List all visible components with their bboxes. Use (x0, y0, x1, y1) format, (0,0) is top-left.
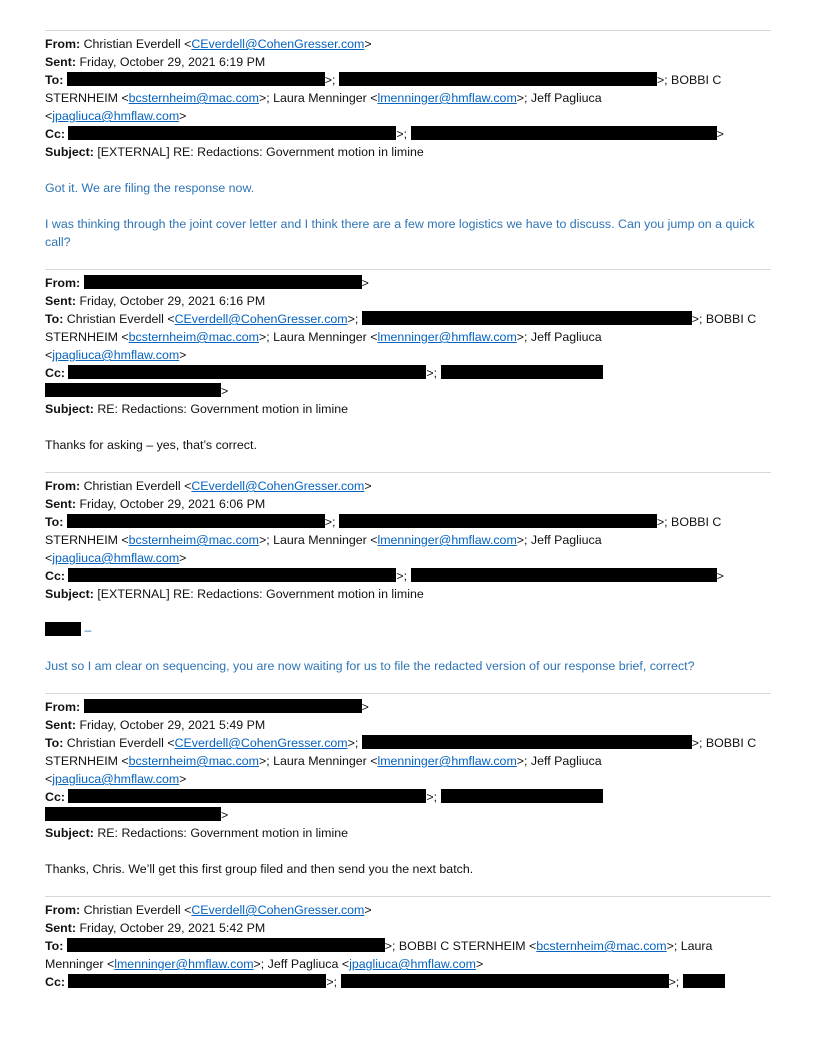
recipient-email-link[interactable]: CEverdell@CohenGresser.com (174, 312, 348, 326)
sent-date: Friday, October 29, 2021 5:49 PM (79, 718, 266, 732)
separator-text: >; BOBBI C (656, 515, 722, 529)
bracket: > (221, 808, 229, 822)
bracket: < (45, 772, 53, 786)
sent-line (45, 292, 771, 310)
cc-label: Cc: (45, 790, 65, 804)
cc-line (45, 567, 771, 585)
separator-text: >; (396, 127, 408, 141)
body-paragraph: Thanks, Chris. We’ll get this first group filed and then send you the next batch. (45, 862, 474, 876)
recipient-email-link[interactable]: bcsternheim@mac.com (128, 754, 259, 768)
to-line (45, 937, 771, 955)
from-label: From: (45, 276, 81, 290)
sent-line (45, 919, 771, 937)
recipient-name: >; Jeff Pagliuca (516, 330, 602, 344)
separator-text: >; BOBBI C (691, 312, 757, 326)
sent-date: Friday, October 29, 2021 6:19 PM (79, 55, 266, 69)
to-line-continued (45, 89, 771, 107)
subject-text: [EXTERNAL] RE: Redactions: Government motion in limine (97, 145, 424, 159)
sent-label: Sent: (45, 294, 76, 308)
recipient-name: >; Laura (666, 939, 713, 953)
redaction-box (67, 938, 385, 952)
recipient-name: >; Laura Menninger < (258, 330, 378, 344)
separator-line (45, 269, 771, 270)
sender-email-link[interactable]: CEverdell@CohenGresser.com (191, 903, 365, 917)
email-body (45, 179, 771, 251)
cc-line (45, 973, 771, 991)
bracket: < (45, 551, 53, 565)
to-line-continued (45, 346, 771, 364)
recipient-name: >; Jeff Pagliuca (516, 91, 602, 105)
redaction-box (683, 974, 725, 988)
redaction-box (68, 974, 326, 988)
recipient-email-link[interactable]: lmenninger@hmflaw.com (377, 533, 517, 547)
from-label: From: (45, 479, 81, 493)
from-line (45, 698, 771, 716)
body-paragraph: Got it. We are filing the response now. (45, 181, 255, 195)
to-line-continued (45, 770, 771, 788)
subject-label: Subject: (45, 145, 94, 159)
recipient-name: STERNHEIM < (45, 754, 129, 768)
to-line (45, 71, 771, 89)
cc-label: Cc: (45, 569, 65, 583)
subject-text: RE: Redactions: Government motion in limine (97, 826, 349, 840)
cc-label: Cc: (45, 127, 65, 141)
recipient-name: >; Laura Menninger < (258, 91, 378, 105)
email-header (45, 698, 771, 842)
from-label: From: (45, 37, 81, 51)
recipient-email-link[interactable]: jpagliuca@hmflaw.com (52, 109, 180, 123)
separator-text: >; BOBBI C (656, 73, 722, 87)
body-paragraph: Just so I am clear on sequencing, you are now waiting for us to file the redacted version of our response brief, correct? (45, 659, 695, 673)
sender-name: Christian Everdell < (83, 479, 192, 493)
to-line-continued (45, 107, 771, 125)
redaction-box (45, 622, 81, 636)
from-line (45, 274, 771, 292)
to-label: To: (45, 515, 64, 529)
subject-line (45, 585, 771, 603)
recipient-name: Christian Everdell < (66, 312, 175, 326)
separator-line (45, 693, 771, 694)
recipient-email-link[interactable]: jpagliuca@hmflaw.com (52, 348, 180, 362)
body-paragraph: I was thinking through the joint cover letter and I think there are a few more logistics we have to discuss. Can you jump on a quick call? (45, 217, 755, 249)
redaction-box (411, 568, 717, 582)
separator-line (45, 30, 771, 31)
subject-text: [EXTERNAL] RE: Redactions: Government motion in limine (97, 587, 424, 601)
subject-label: Subject: (45, 402, 94, 416)
to-line-continued (45, 328, 771, 346)
subject-line (45, 143, 771, 161)
redaction-box (341, 974, 669, 988)
redaction-box (68, 789, 426, 803)
bracket: > (179, 348, 187, 362)
recipient-email-link[interactable]: bcsternheim@mac.com (128, 91, 259, 105)
separator-text: >; (668, 975, 680, 989)
from-line (45, 901, 771, 919)
recipient-email-link[interactable]: jpagliuca@hmflaw.com (52, 772, 180, 786)
separator-text: >; (324, 515, 336, 529)
separator-text: >; (426, 790, 438, 804)
to-line-continued (45, 752, 771, 770)
bracket: > (361, 700, 369, 714)
sent-date: Friday, October 29, 2021 6:16 PM (79, 294, 266, 308)
sender-name: Christian Everdell < (83, 903, 192, 917)
redaction-box (339, 72, 657, 86)
sender-email-link[interactable]: CEverdell@CohenGresser.com (191, 37, 365, 51)
recipient-name: Christian Everdell < (66, 736, 175, 750)
recipient-name: >; Jeff Pagliuca (516, 754, 602, 768)
to-label: To: (45, 73, 64, 87)
redaction-box (67, 514, 325, 528)
cc-line (45, 364, 771, 382)
recipient-email-link[interactable]: jpagliuca@hmflaw.com (349, 957, 476, 971)
redaction-box (84, 275, 362, 289)
body-paragraph: Thanks for asking – yes, that’s correct. (45, 438, 257, 452)
redaction-box (45, 807, 221, 821)
sent-label: Sent: (45, 718, 76, 732)
greeting-line (45, 621, 771, 639)
redaction-box (68, 365, 426, 379)
sender-name: Christian Everdell < (83, 37, 192, 51)
bracket: > (475, 957, 484, 971)
recipient-email-link[interactable]: lmenninger@hmflaw.com (377, 91, 517, 105)
bracket: > (364, 37, 372, 51)
recipient-name: >; Laura Menninger < (258, 754, 378, 768)
sent-line (45, 53, 771, 71)
email-body (45, 860, 771, 878)
bracket: > (361, 276, 369, 290)
recipient-name: STERNHEIM < (45, 533, 129, 547)
recipient-email-link[interactable]: CEverdell@CohenGresser.com (174, 736, 348, 750)
bracket: > (716, 127, 724, 141)
from-label: From: (45, 700, 81, 714)
separator-text: >; (426, 366, 438, 380)
recipient-name: >; Jeff Pagliuca (516, 533, 602, 547)
email-body (45, 436, 771, 454)
from-label: From: (45, 903, 81, 917)
bracket: > (221, 384, 229, 398)
sender-email-link[interactable]: CEverdell@CohenGresser.com (191, 479, 365, 493)
subject-line (45, 400, 771, 418)
separator-line (45, 472, 771, 473)
recipient-email-link[interactable]: lmenninger@hmflaw.com (377, 330, 517, 344)
redaction-box (362, 735, 692, 749)
bracket: < (45, 348, 53, 362)
recipient-email-link[interactable]: lmenninger@hmflaw.com (377, 754, 517, 768)
redaction-box (68, 568, 396, 582)
to-label: To: (45, 312, 64, 326)
cc-label: Cc: (45, 366, 65, 380)
from-line (45, 35, 771, 53)
sent-date: Friday, October 29, 2021 6:06 PM (79, 497, 266, 511)
redaction-box (68, 126, 396, 140)
recipient-email-link[interactable]: bcsternheim@mac.com (128, 533, 259, 547)
sent-label: Sent: (45, 55, 76, 69)
recipient-name: Menninger < (45, 957, 115, 971)
sent-label: Sent: (45, 497, 76, 511)
redaction-box (67, 72, 325, 86)
to-line (45, 310, 771, 328)
recipient-name: STERNHEIM < (45, 91, 129, 105)
recipient-email-link[interactable]: bcsternheim@mac.com (536, 939, 667, 953)
bracket: > (364, 479, 372, 493)
to-line-continued (45, 549, 771, 567)
recipient-name: >; Jeff Pagliuca < (253, 957, 350, 971)
bracket: < (45, 109, 53, 123)
to-label: To: (45, 939, 64, 953)
redaction-box (45, 383, 221, 397)
email-header (45, 901, 771, 991)
sent-label: Sent: (45, 921, 76, 935)
separator-line (45, 896, 771, 897)
email-thread (45, 30, 771, 991)
redaction-box (362, 311, 692, 325)
recipient-email-link[interactable]: bcsternheim@mac.com (128, 330, 259, 344)
recipient-name: >; BOBBI C STERNHEIM < (384, 939, 537, 953)
sent-line (45, 495, 771, 513)
to-line (45, 513, 771, 531)
subject-label: Subject: (45, 826, 94, 840)
email-header (45, 477, 771, 603)
recipient-name: >; Laura Menninger < (258, 533, 378, 547)
cc-line-continued (45, 382, 771, 400)
email-header (45, 35, 771, 161)
separator-text: >; (347, 736, 359, 750)
redaction-box (441, 365, 603, 379)
to-line (45, 734, 771, 752)
to-line-continued (45, 955, 771, 973)
subject-line (45, 824, 771, 842)
redaction-box (411, 126, 717, 140)
separator-text: >; BOBBI C (691, 736, 757, 750)
cc-line-continued (45, 806, 771, 824)
email-header (45, 274, 771, 418)
greeting-dash: – (84, 623, 92, 637)
recipient-name: STERNHEIM < (45, 330, 129, 344)
redaction-box (441, 789, 603, 803)
separator-text: >; (326, 975, 338, 989)
to-label: To: (45, 736, 64, 750)
cc-line (45, 788, 771, 806)
to-line-continued (45, 531, 771, 549)
bracket: > (179, 551, 187, 565)
recipient-email-link[interactable]: lmenninger@hmflaw.com (114, 957, 254, 971)
cc-line (45, 125, 771, 143)
sent-line (45, 716, 771, 734)
sent-date: Friday, October 29, 2021 5:42 PM (79, 921, 266, 935)
redaction-box (339, 514, 657, 528)
subject-text: RE: Redactions: Government motion in limine (97, 402, 349, 416)
bracket: > (179, 772, 187, 786)
bracket: > (716, 569, 724, 583)
recipient-email-link[interactable]: jpagliuca@hmflaw.com (52, 551, 180, 565)
email-body (45, 621, 771, 675)
from-line (45, 477, 771, 495)
bracket: > (179, 109, 187, 123)
redaction-box (84, 699, 362, 713)
separator-text: >; (324, 73, 336, 87)
bracket: > (364, 903, 372, 917)
separator-text: >; (347, 312, 359, 326)
cc-label: Cc: (45, 975, 65, 989)
subject-label: Subject: (45, 587, 94, 601)
separator-text: >; (396, 569, 408, 583)
